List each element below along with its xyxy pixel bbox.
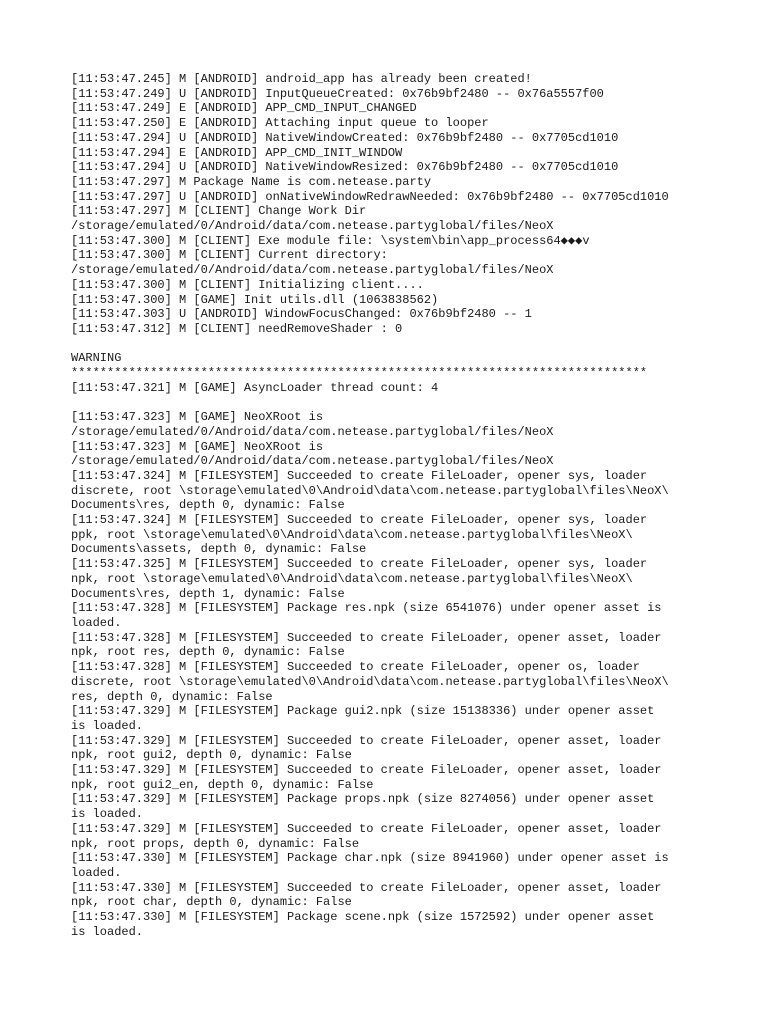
- log-line: [11:53:47.330] M [FILESYSTEM] Package char.npk (size 8941960) under opener asset is: [71, 851, 669, 866]
- log-line: [11:53:47.321] M [GAME] AsyncLoader thread count: 4: [71, 380, 439, 395]
- log-line: [11:53:47.297] U [ANDROID] onNativeWindowRedrawNeeded: 0x76b9bf2480 -- 0x7705cd1010: [71, 189, 669, 204]
- log-line: is loaded.: [71, 807, 144, 822]
- log-line: npk, root gui2, depth 0, dynamic: False: [71, 748, 352, 763]
- warning-separator: ********************************************************************************: [71, 366, 648, 381]
- log-line: npk, root res, depth 0, dynamic: False: [71, 645, 345, 660]
- log-line: /storage/emulated/0/Android/data/com.netease.partyglobal/files/NeoX: [71, 454, 554, 469]
- warning-heading: WARNING: [71, 351, 122, 366]
- log-document: [71, 72, 711, 939]
- log-line: [11:53:47.323] M [GAME] NeoXRoot is: [71, 410, 324, 425]
- log-line: loaded.: [71, 615, 122, 630]
- log-line: Documents\res, depth 1, dynamic: False: [71, 586, 345, 601]
- log-line: [11:53:47.294] U [ANDROID] NativeWindowResized: 0x76b9bf2480 -- 0x7705cd1010: [71, 160, 619, 175]
- log-line: [11:53:47.324] M [FILESYSTEM] Succeeded to create FileLoader, opener sys, loader: [71, 513, 648, 528]
- log-line: discrete, root \storage\emulated\0\Android\data\com.netease.partyglobal\files\NeoX\: [71, 483, 669, 498]
- log-line: is loaded.: [71, 718, 144, 733]
- log-line: npk, root props, depth 0, dynamic: False: [71, 836, 360, 851]
- log-line: [11:53:47.300] M [CLIENT] Initializing client....: [71, 277, 424, 292]
- log-line: discrete, root \storage\emulated\0\Android\data\com.netease.partyglobal\files\NeoX\: [71, 674, 669, 689]
- blank-line: [71, 395, 711, 410]
- log-line: [11:53:47.328] M [FILESYSTEM] Package res.npk (size 6541076) under opener asset is: [71, 601, 662, 616]
- log-line: Documents\res, depth 0, dynamic: False: [71, 498, 345, 513]
- log-line: [11:53:47.329] M [FILESYSTEM] Succeeded to create FileLoader, opener asset, loader: [71, 733, 662, 748]
- log-line: [11:53:47.329] M [FILESYSTEM] Package props.npk (size 8274056) under opener asset: [71, 792, 655, 807]
- log-line: [11:53:47.294] E [ANDROID] APP_CMD_INIT_WINDOW: [71, 145, 403, 160]
- log-line: res, depth 0, dynamic: False: [71, 689, 273, 704]
- log-line: ppk, root \storage\emulated\0\Android\data\com.netease.partyglobal\files\NeoX\: [71, 527, 633, 542]
- log-line: [11:53:47.328] M [FILESYSTEM] Succeeded to create FileLoader, opener asset, loader: [71, 630, 662, 645]
- log-line: [11:53:47.329] M [FILESYSTEM] Succeeded to create FileLoader, opener asset, loader: [71, 821, 662, 836]
- log-line: [11:53:47.330] M [FILESYSTEM] Succeeded to create FileLoader, opener asset, loader: [71, 880, 662, 895]
- log-line: [11:53:47.328] M [FILESYSTEM] Succeeded to create FileLoader, opener os, loader: [71, 660, 640, 675]
- log-line: [11:53:47.329] M [FILESYSTEM] Succeeded to create FileLoader, opener asset, loader: [71, 763, 662, 778]
- log-line: [11:53:47.323] M [GAME] NeoXRoot is: [71, 439, 324, 454]
- log-line: /storage/emulated/0/Android/data/com.netease.partyglobal/files/NeoX: [71, 219, 554, 234]
- log-line: npk, root \storage\emulated\0\Android\data\com.netease.partyglobal\files\NeoX\: [71, 571, 633, 586]
- log-line: loaded.: [71, 865, 122, 880]
- log-line: /storage/emulated/0/Android/data/com.netease.partyglobal/files/NeoX: [71, 263, 554, 278]
- log-line: [11:53:47.245] M [ANDROID] android_app has already been created!: [71, 72, 532, 86]
- log-line: [11:53:47.300] M [CLIENT] Current directory:: [71, 248, 388, 263]
- log-line: [11:53:47.325] M [FILESYSTEM] Succeeded to create FileLoader, opener sys, loader: [71, 557, 648, 572]
- log-line: [11:53:47.329] M [FILESYSTEM] Package gui2.npk (size 15138336) under opener asset: [71, 704, 655, 719]
- log-line: [11:53:47.297] M [CLIENT] Change Work Dir: [71, 204, 367, 219]
- log-line: [11:53:47.324] M [FILESYSTEM] Succeeded to create FileLoader, opener sys, loader: [71, 468, 648, 483]
- log-line: Documents\assets, depth 0, dynamic: False: [71, 542, 367, 557]
- log-line: [11:53:47.330] M [FILESYSTEM] Package scene.npk (size 1572592) under opener asset: [71, 910, 655, 925]
- log-line: npk, root char, depth 0, dynamic: False: [71, 895, 352, 910]
- log-line: [11:53:47.294] U [ANDROID] NativeWindowCreated: 0x76b9bf2480 -- 0x7705cd1010: [71, 130, 619, 145]
- log-line: [11:53:47.300] M [CLIENT] Exe module file: \system\bin\app_process64◆◆◆v: [71, 233, 590, 248]
- log-line: [11:53:47.249] E [ANDROID] APP_CMD_INPUT_CHANGED: [71, 101, 417, 116]
- log-line: [11:53:47.300] M [GAME] Init utils.dll (1063838562): [71, 292, 439, 307]
- log-line: /storage/emulated/0/Android/data/com.netease.partyglobal/files/NeoX: [71, 424, 554, 439]
- log-line: [11:53:47.312] M [CLIENT] needRemoveShader : 0: [71, 321, 403, 336]
- log-line: [11:53:47.250] E [ANDROID] Attaching input queue to looper: [71, 116, 489, 131]
- log-line: [11:53:47.297] M Package Name is com.netease.party: [71, 174, 432, 189]
- log-line: is loaded.: [71, 924, 144, 939]
- blank-line: [71, 337, 711, 352]
- log-line: [11:53:47.303] U [ANDROID] WindowFocusChanged: 0x76b9bf2480 -- 1: [71, 307, 532, 322]
- log-line: [11:53:47.249] U [ANDROID] InputQueueCreated: 0x76b9bf2480 -- 0x76a5557f00: [71, 86, 604, 101]
- log-line: npk, root gui2_en, depth 0, dynamic: False: [71, 777, 374, 792]
